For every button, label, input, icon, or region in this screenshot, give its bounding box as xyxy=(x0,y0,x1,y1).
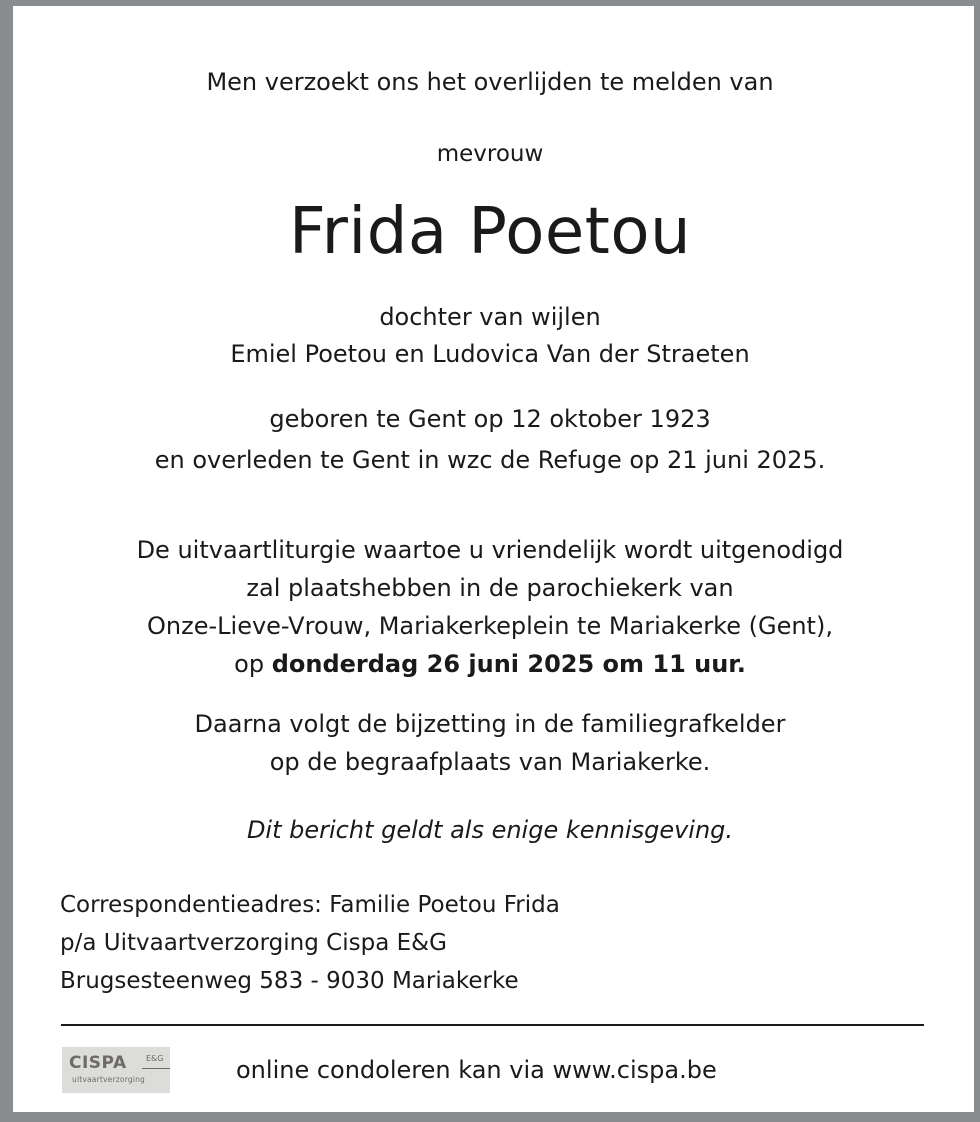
parents-line-1: dochter van wijlen xyxy=(379,303,601,331)
intro-text: Men verzoekt ons het overlijden te melden van xyxy=(206,68,774,96)
birth-line: geboren te Gent op 12 oktober 1923 xyxy=(269,405,711,433)
burial-line-1: Daarna volgt de bijzetting in de familiegrafkelder xyxy=(194,710,786,738)
correspondence-line-3: Brugsesteenweg 583 - 9030 Mariakerke xyxy=(60,968,519,994)
correspondence-line-1: Correspondentieadres: Familie Poetou Frida xyxy=(60,892,560,918)
deceased-name: Frida Poetou xyxy=(288,195,692,269)
notice-text: Dit bericht geldt als enige kennisgeving. xyxy=(246,816,734,844)
funeral-date-prefix: op xyxy=(234,650,272,678)
death-line: en overleden te Gent in wzc de Refuge op 21 juni 2025. xyxy=(154,446,826,474)
funeral-line-2: zal plaatshebben in de parochiekerk van xyxy=(246,574,734,602)
funeral-line-1: De uitvaartliturgie waartoe u vriendelijk wordt uitgenodigd xyxy=(136,536,844,564)
funeral-line-3: Onze-Lieve-Vrouw, Mariakerkeplein te Mariakerke (Gent), xyxy=(147,612,833,640)
divider xyxy=(61,1024,924,1026)
parents-line-2: Emiel Poetou en Ludovica Van der Straeten xyxy=(230,340,750,368)
burial-line-2: op de begraafplaats van Mariakerke. xyxy=(269,748,711,776)
logo-name: CISPA xyxy=(69,1053,127,1073)
logo-subtitle: uitvaartverzorging xyxy=(72,1075,146,1084)
logo-rule xyxy=(142,1068,170,1069)
cispa-logo xyxy=(62,1047,170,1093)
online-condolence-text: online condoleren kan via www.cispa.be xyxy=(236,1056,717,1084)
funeral-date: donderdag 26 juni 2025 om 11 uur. xyxy=(271,650,746,678)
title-prefix: mevrouw xyxy=(436,141,544,167)
correspondence-line-2: p/a Uitvaartverzorging Cispa E&G xyxy=(60,930,447,956)
funeral-date-line xyxy=(0,649,980,679)
logo-superscript: E&G xyxy=(146,1054,164,1063)
